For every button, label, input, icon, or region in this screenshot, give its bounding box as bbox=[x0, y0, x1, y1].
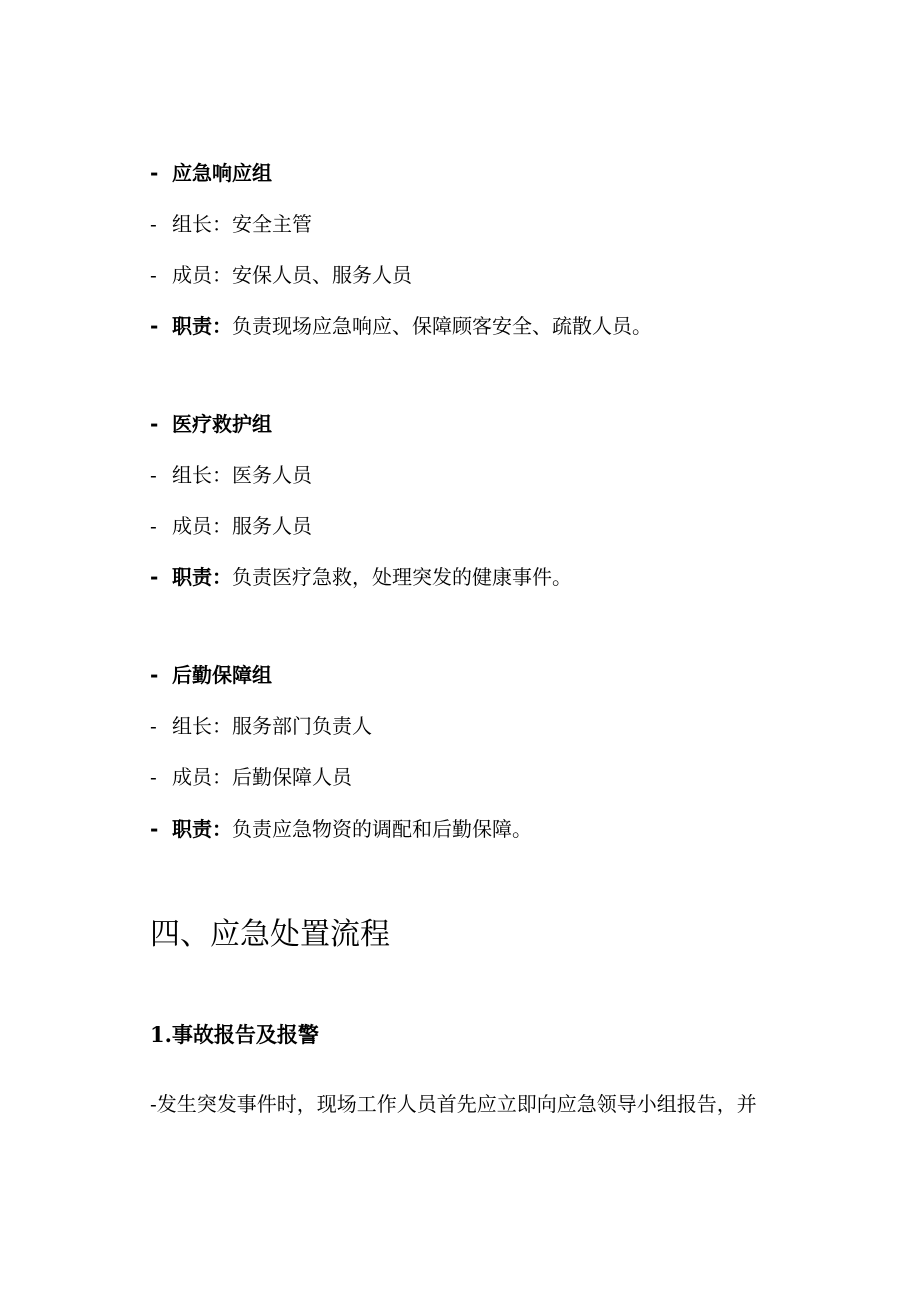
duty-label: 职责： bbox=[172, 817, 232, 841]
members-value: 后勤保障人员 bbox=[232, 765, 352, 789]
list-dash: - bbox=[150, 565, 159, 589]
members-label: 成员： bbox=[172, 514, 232, 538]
duty-value: 负责现场应急响应、保障顾客安全、疏散人员。 bbox=[232, 314, 652, 338]
leader-label: 组长： bbox=[172, 714, 232, 738]
group-title-emergency-response bbox=[150, 159, 272, 187]
group-title-logistics bbox=[150, 661, 272, 689]
section-heading: 四、应急处置流程 bbox=[150, 917, 390, 952]
list-dash: - bbox=[150, 514, 157, 538]
group-title-text: 应急响应组 bbox=[172, 161, 272, 185]
list-dash: - bbox=[150, 263, 157, 287]
members-value: 服务人员 bbox=[232, 514, 312, 538]
group-members-line bbox=[150, 261, 412, 289]
group-duty-line bbox=[150, 312, 652, 340]
group-members-line bbox=[150, 763, 352, 791]
members-value: 安保人员、服务人员 bbox=[232, 263, 412, 287]
leader-label: 组长： bbox=[172, 212, 232, 236]
group-title-text: 医疗救护组 bbox=[172, 412, 272, 436]
duty-label: 职责： bbox=[172, 314, 232, 338]
duty-value: 负责医疗急救，处理突发的健康事件。 bbox=[232, 565, 572, 589]
group-leader-line bbox=[150, 210, 312, 238]
leader-value: 医务人员 bbox=[232, 463, 312, 487]
group-leader-line bbox=[150, 712, 372, 740]
leader-label: 组长： bbox=[172, 463, 232, 487]
group-members-line bbox=[150, 512, 312, 540]
list-dash: - bbox=[150, 314, 159, 338]
group-title-medical-rescue bbox=[150, 410, 272, 438]
group-duty-line bbox=[150, 563, 572, 591]
list-dash: - bbox=[150, 663, 159, 687]
group-title-text: 后勤保障组 bbox=[172, 663, 272, 687]
body-paragraph: -发生突发事件时，现场工作人员首先应立即向应急领导小组报告，并 bbox=[150, 1092, 757, 1116]
members-label: 成员： bbox=[172, 263, 232, 287]
members-label: 成员： bbox=[172, 765, 232, 789]
group-duty-line bbox=[150, 815, 532, 843]
duty-value: 负责应急物资的调配和后勤保障。 bbox=[232, 817, 532, 841]
list-dash: - bbox=[150, 765, 157, 789]
leader-value: 安全主管 bbox=[232, 212, 312, 236]
duty-label: 职责： bbox=[172, 565, 232, 589]
list-dash: - bbox=[150, 212, 157, 236]
list-dash: - bbox=[150, 463, 157, 487]
subsection-heading: 1.事故报告及报警 bbox=[150, 1022, 319, 1047]
list-dash: - bbox=[150, 714, 157, 738]
list-dash: - bbox=[150, 412, 159, 436]
list-dash: - bbox=[150, 161, 159, 185]
list-dash: - bbox=[150, 817, 159, 841]
group-leader-line bbox=[150, 461, 312, 489]
leader-value: 服务部门负责人 bbox=[232, 714, 372, 738]
